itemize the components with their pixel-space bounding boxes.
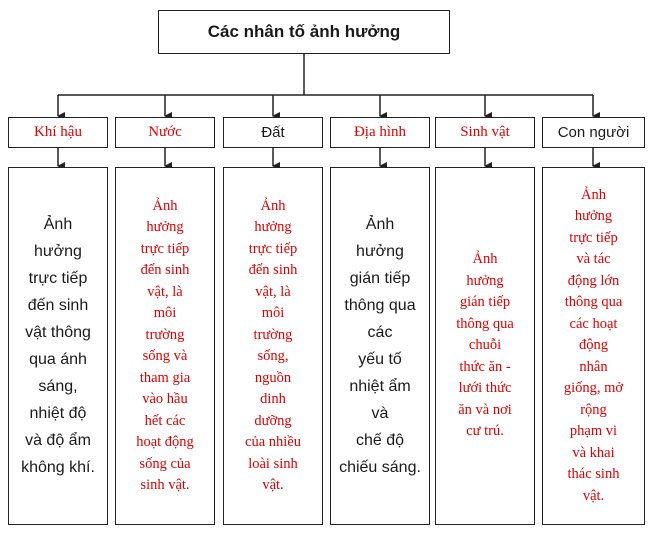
desc-nuoc bbox=[115, 167, 215, 525]
diagram-title: Các nhân tố ảnh hưởng bbox=[158, 10, 450, 54]
desc-con-nguoi-text: Ảnh hưởng trực tiếp và tác động lớn thông qua các hoạt động nhân giống, mở rộng phạm vi và khai thác sinh vật. bbox=[563, 186, 624, 504]
factor-sinh-vat: Sinh vật bbox=[435, 117, 535, 148]
desc-sinh-vat-text: Ảnh hưởng gián tiếp thông qua chuỗi thức ăn - lưới thức ăn và nơi cư trú. bbox=[456, 251, 514, 440]
desc-sinh-vat bbox=[435, 167, 535, 525]
desc-nuoc-text: Ảnh hưởng trực tiếp đến sinh vật, là môi trường sống và tham gia vào hầu hết các hoạt động sống của sinh vật. bbox=[136, 197, 194, 493]
desc-dia-hinh-text: Ảnh hưởng gián tiếp thông qua các yếu tố nhiệt ẩm và chế độ chiếu sáng. bbox=[339, 216, 421, 476]
factor-dia-hinh: Địa hình bbox=[330, 117, 430, 148]
factor-dat: Đất bbox=[223, 117, 323, 148]
desc-khi-hau bbox=[8, 167, 108, 525]
factor-khi-hau: Khí hậu bbox=[8, 117, 108, 148]
desc-dat bbox=[223, 167, 323, 525]
desc-con-nguoi bbox=[542, 167, 645, 525]
desc-khi-hau-text: Ảnh hưởng trực tiếp đến sinh vật thông qua ánh sáng, nhiệt độ và độ ẩm không khí. bbox=[21, 216, 95, 476]
desc-dia-hinh bbox=[330, 167, 430, 525]
factor-con-nguoi: Con người bbox=[542, 117, 645, 148]
desc-dat-text: Ảnh hưởng trực tiếp đến sinh vật, là môi trường sống, nguồn dinh dưỡng của nhiều loài sinh vật. bbox=[245, 197, 301, 493]
factor-nuoc: Nước bbox=[115, 117, 215, 148]
